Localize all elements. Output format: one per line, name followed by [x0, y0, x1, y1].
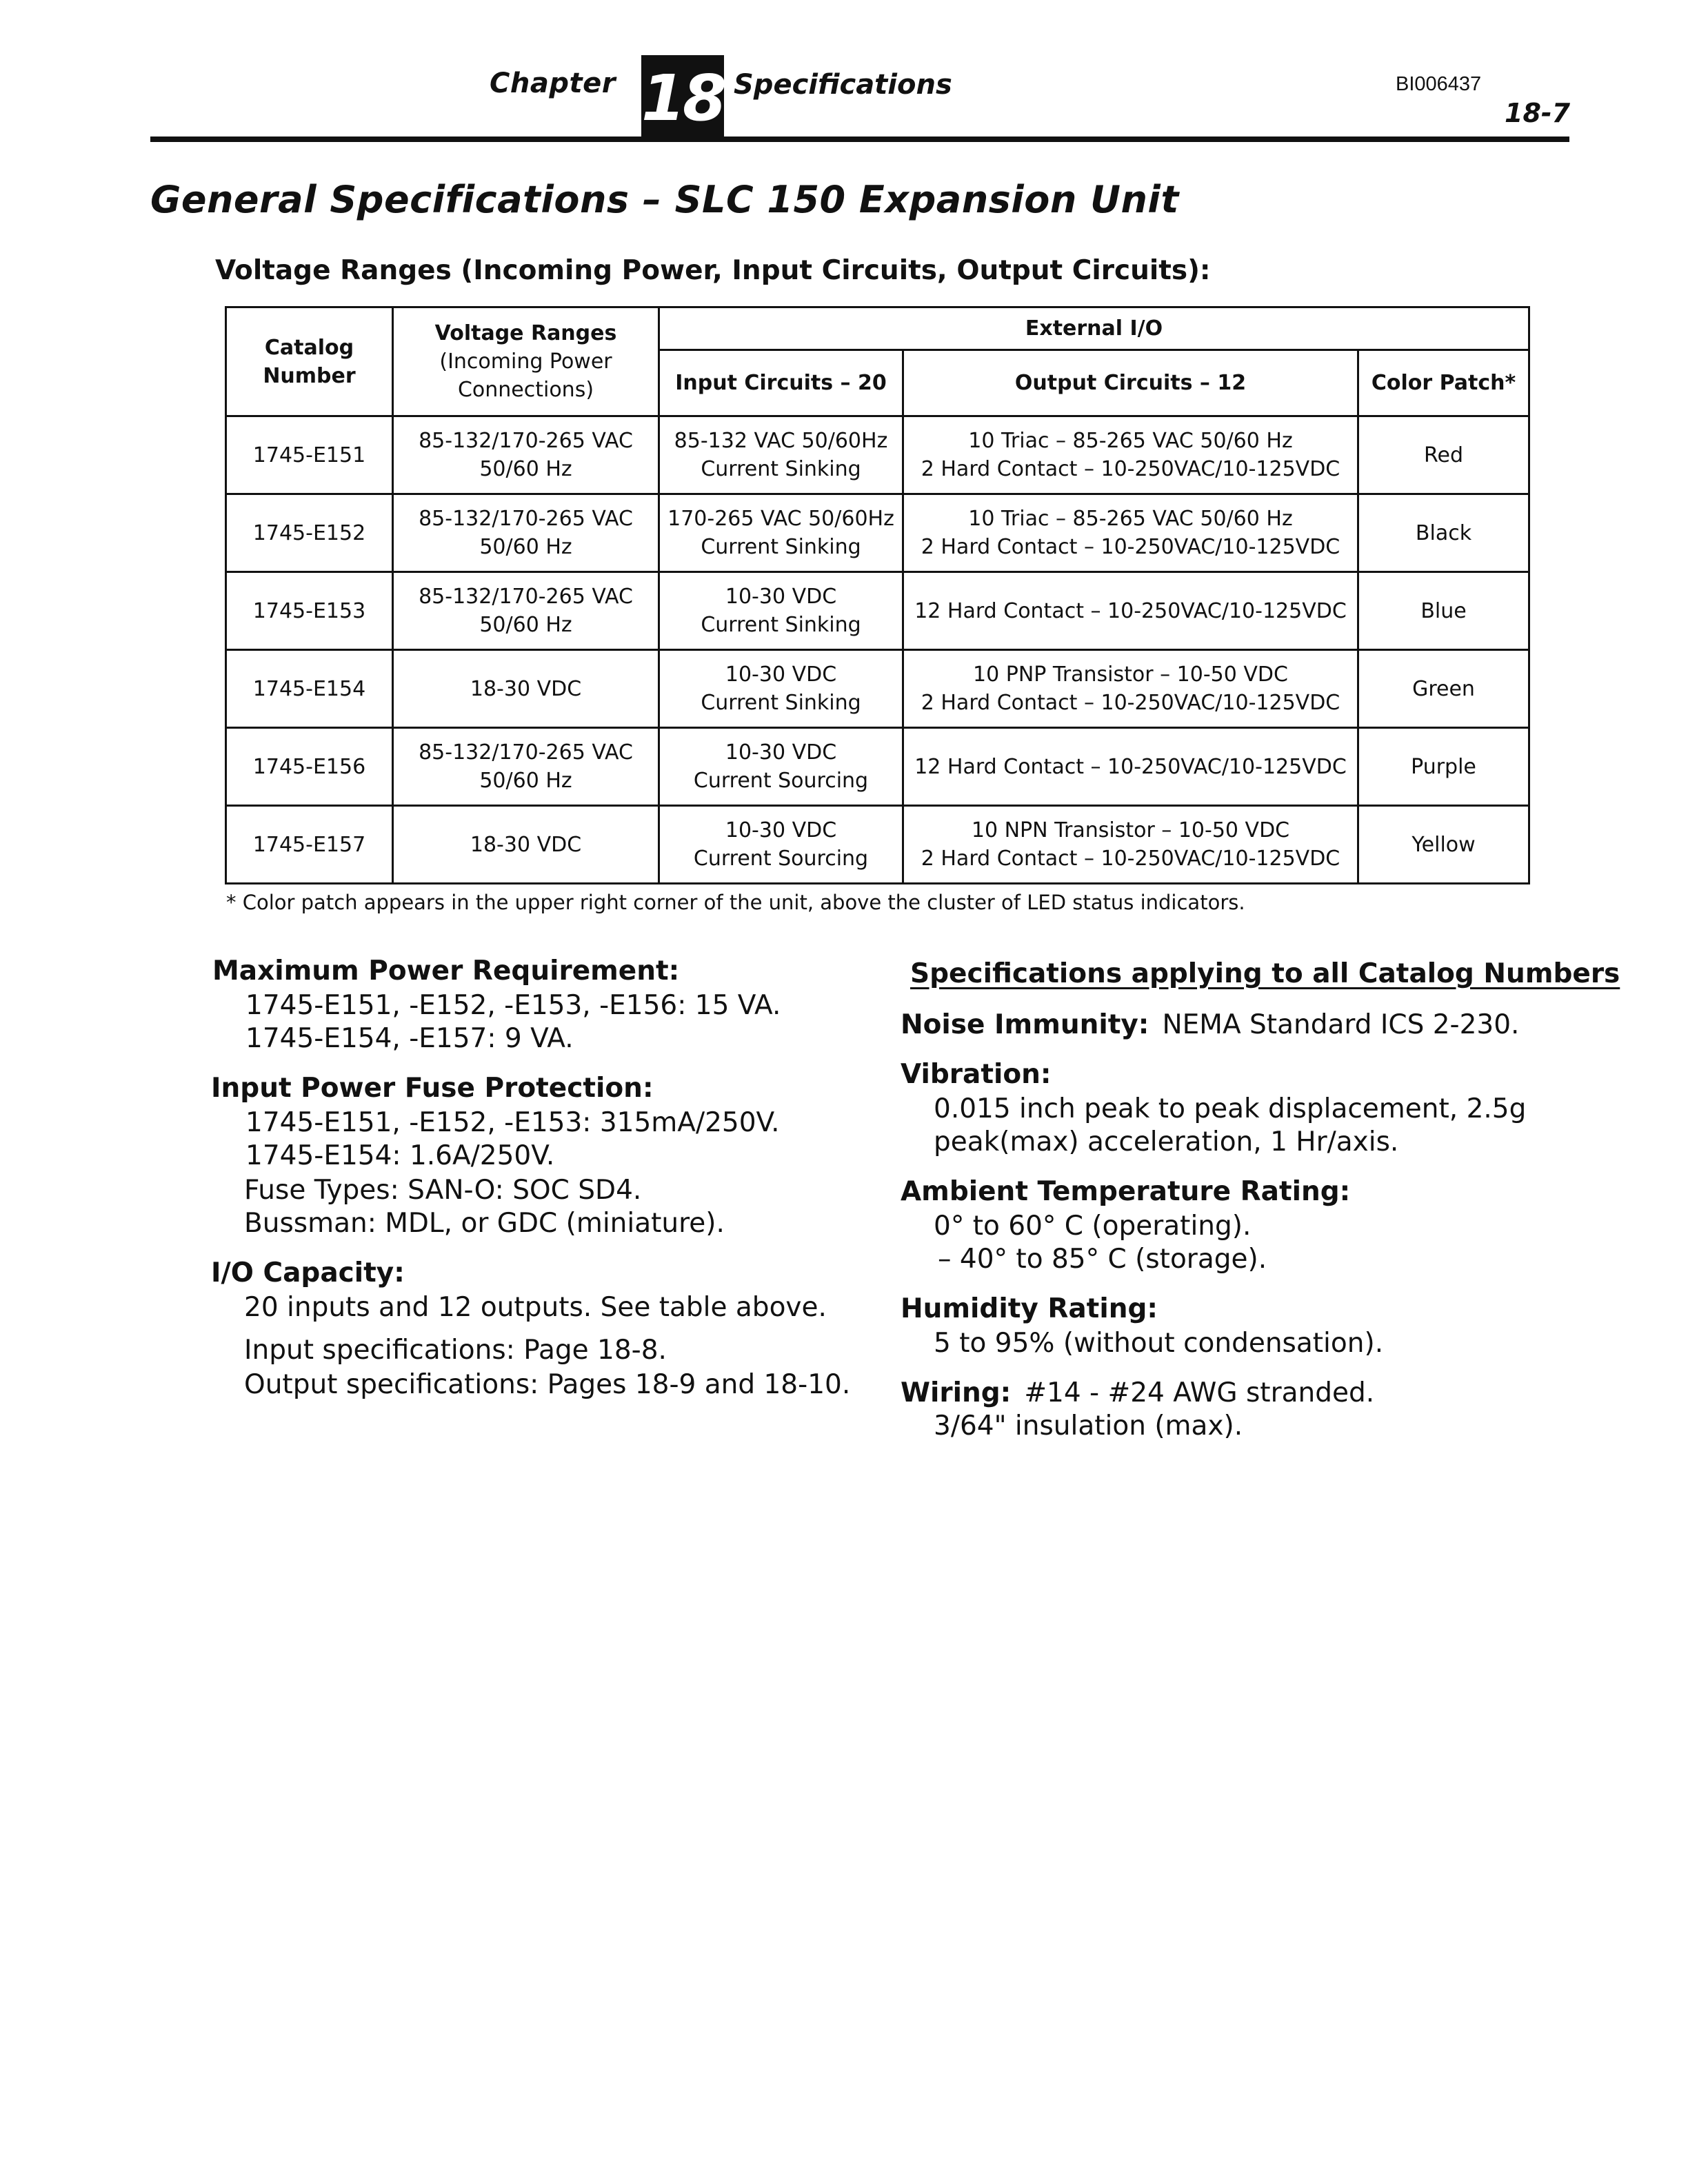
- output-cell: [903, 416, 1358, 494]
- voltage-cell: [393, 416, 659, 494]
- cell-line: 12 Hard Contact – 10-250VAC/10-125VDC: [914, 598, 1347, 623]
- cell-line: 50/60 Hz: [479, 769, 572, 793]
- catalog-cell: 1745-E152: [226, 494, 393, 572]
- wiring-line: 3/64" insulation (max).: [934, 1410, 1243, 1442]
- cell-line: Current Sinking: [701, 535, 861, 559]
- noise-immunity-label: Noise Immunity:: [901, 1009, 1149, 1040]
- table-row: [226, 416, 1529, 494]
- vibration-line: peak(max) acceleration, 1 Hr/axis.: [934, 1126, 1399, 1157]
- chapter-number-badge: 18: [641, 55, 724, 141]
- table-row: [226, 728, 1529, 806]
- max-power-line: 1745-E151, -E152, -E153, -E156: 15 VA.: [245, 990, 781, 1021]
- voltage-cell: [393, 650, 659, 728]
- cell-line: 18-30 VDC: [470, 832, 582, 857]
- header-external-io: External I/O: [659, 307, 1529, 350]
- header-color-patch: Color Patch*: [1358, 350, 1529, 416]
- fuse-line: Fuse Types: SAN-O: SOC SD4.: [244, 1175, 642, 1206]
- cell-line: 10 Triac – 85-265 VAC 50/60 Hz: [968, 507, 1293, 531]
- color-cell: Green: [1358, 650, 1529, 728]
- catalog-cell: 1745-E153: [226, 572, 393, 650]
- voltage-ranges-table: [225, 306, 1530, 884]
- voltage-cell: [393, 806, 659, 884]
- input-cell: [659, 416, 903, 494]
- voltage-cell: [393, 494, 659, 572]
- cell-line: 85-132/170-265 VAC: [419, 740, 633, 765]
- ambient-temp-line: – 40° to 85° C (storage).: [938, 1244, 1267, 1275]
- humidity-line: 5 to 95% (without condensation).: [934, 1328, 1384, 1359]
- fuse-line: 1745-E151, -E152, -E153: 315mA/250V.: [245, 1107, 780, 1138]
- cell-line: Current Sinking: [701, 457, 861, 481]
- cell-line: 10 Triac – 85-265 VAC 50/60 Hz: [968, 429, 1293, 453]
- cell-line: 10-30 VDC: [725, 585, 837, 609]
- cell-line: 2 Hard Contact – 10-250VAC/10-125VDC: [921, 691, 1340, 715]
- document-id: BI006437: [1396, 73, 1482, 95]
- io-capacity-line: Input specifications: Page 18-8.: [244, 1335, 667, 1366]
- header-divider: [150, 136, 1569, 142]
- cell-line: Current Sinking: [701, 613, 861, 637]
- table-row: [226, 494, 1529, 572]
- humidity-heading: Humidity Rating:: [901, 1293, 1158, 1324]
- noise-immunity-row: [901, 1009, 1519, 1040]
- input-cell: [659, 806, 903, 884]
- table-row: [226, 572, 1529, 650]
- color-cell: Blue: [1358, 572, 1529, 650]
- voltage-cell: [393, 572, 659, 650]
- cell-line: Current Sinking: [701, 691, 861, 715]
- cell-line: 85-132 VAC 50/60Hz: [674, 429, 888, 453]
- cell-line: 50/60 Hz: [479, 457, 572, 481]
- color-cell: Black: [1358, 494, 1529, 572]
- page-number: 18-7: [1505, 98, 1571, 128]
- cell-line: 12 Hard Contact – 10-250VAC/10-125VDC: [914, 754, 1347, 779]
- io-capacity-line: Output specifications: Pages 18-9 and 18-10.: [244, 1369, 851, 1400]
- fuse-line: Bussman: MDL, or GDC (miniature).: [244, 1208, 725, 1239]
- cell-line: 10-30 VDC: [725, 740, 837, 765]
- wiring-label: Wiring:: [901, 1377, 1012, 1408]
- cell-line: 2 Hard Contact – 10-250VAC/10-125VDC: [921, 847, 1340, 871]
- cell-line: 10 PNP Transistor – 10-50 VDC: [973, 663, 1288, 687]
- header-voltage-title: Voltage Ranges: [434, 321, 617, 345]
- cell-line: 10 NPN Transistor – 10-50 VDC: [971, 818, 1290, 842]
- input-cell: [659, 728, 903, 806]
- cell-line: Current Sourcing: [693, 847, 869, 871]
- io-capacity-heading: I/O Capacity:: [211, 1257, 405, 1288]
- cell-line: 50/60 Hz: [479, 535, 572, 559]
- output-cell: [903, 650, 1358, 728]
- cell-line: 18-30 VDC: [470, 676, 582, 701]
- catalog-cell: 1745-E156: [226, 728, 393, 806]
- cell-line: 85-132/170-265 VAC: [419, 585, 633, 609]
- wiring-row: [901, 1377, 1374, 1408]
- fuse-heading: Input Power Fuse Protection:: [211, 1073, 654, 1104]
- color-cell: Red: [1358, 416, 1529, 494]
- io-capacity-line: 20 inputs and 12 outputs. See table above.: [244, 1292, 827, 1323]
- chapter-label: Chapter: [490, 68, 616, 99]
- page-title: General Specifications – SLC 150 Expansion Unit: [150, 178, 1179, 221]
- cell-line: 2 Hard Contact – 10-250VAC/10-125VDC: [921, 457, 1340, 481]
- header-voltage-ranges: [393, 307, 659, 416]
- header-output-circuits: Output Circuits – 12: [903, 350, 1358, 416]
- cell-line: 85-132/170-265 VAC: [419, 429, 633, 453]
- catalog-cell: 1745-E157: [226, 806, 393, 884]
- color-cell: Purple: [1358, 728, 1529, 806]
- max-power-heading: Maximum Power Requirement:: [212, 956, 680, 987]
- fuse-line: 1745-E154: 1.6A/250V.: [245, 1140, 555, 1171]
- header-input-circuits: Input Circuits – 20: [659, 350, 903, 416]
- chapter-title: Specifications: [734, 69, 952, 101]
- ambient-temp-line: 0° to 60° C (operating).: [934, 1211, 1252, 1242]
- cell-line: 50/60 Hz: [479, 613, 572, 637]
- header-catalog-number: Catalog Number: [226, 307, 393, 416]
- vibration-heading: Vibration:: [901, 1059, 1052, 1090]
- input-cell: [659, 650, 903, 728]
- max-power-line: 1745-E154, -E157: 9 VA.: [245, 1023, 574, 1054]
- input-cell: [659, 572, 903, 650]
- header-voltage-subtitle: (Incoming Power Connections): [439, 350, 612, 402]
- common-specs-title: Specifications applying to all Catalog Numbers: [910, 958, 1620, 989]
- wiring-value: #14 - #24 AWG stranded.: [1024, 1377, 1375, 1408]
- vibration-line: 0.015 inch peak to peak displacement, 2.5g: [934, 1093, 1527, 1124]
- table-row: [226, 650, 1529, 728]
- noise-immunity-value: NEMA Standard ICS 2-230.: [1162, 1009, 1520, 1040]
- output-cell: [903, 572, 1358, 650]
- table-footnote: * Color patch appears in the upper right corner of the unit, above the cluster of LED status indicators.: [226, 891, 1245, 914]
- cell-line: 85-132/170-265 VAC: [419, 507, 633, 531]
- table-caption: Voltage Ranges (Incoming Power, Input Circuits, Output Circuits):: [215, 255, 1211, 286]
- catalog-cell: 1745-E151: [226, 416, 393, 494]
- cell-line: 10-30 VDC: [725, 663, 837, 687]
- catalog-cell: 1745-E154: [226, 650, 393, 728]
- color-cell: Yellow: [1358, 806, 1529, 884]
- cell-line: 10-30 VDC: [725, 818, 837, 842]
- cell-line: 170-265 VAC 50/60Hz: [667, 507, 894, 531]
- output-cell: [903, 806, 1358, 884]
- table-row: [226, 806, 1529, 884]
- cell-line: 2 Hard Contact – 10-250VAC/10-125VDC: [921, 535, 1340, 559]
- cell-line: Current Sourcing: [693, 769, 869, 793]
- output-cell: [903, 728, 1358, 806]
- input-cell: [659, 494, 903, 572]
- voltage-cell: [393, 728, 659, 806]
- ambient-temp-heading: Ambient Temperature Rating:: [901, 1176, 1351, 1207]
- output-cell: [903, 494, 1358, 572]
